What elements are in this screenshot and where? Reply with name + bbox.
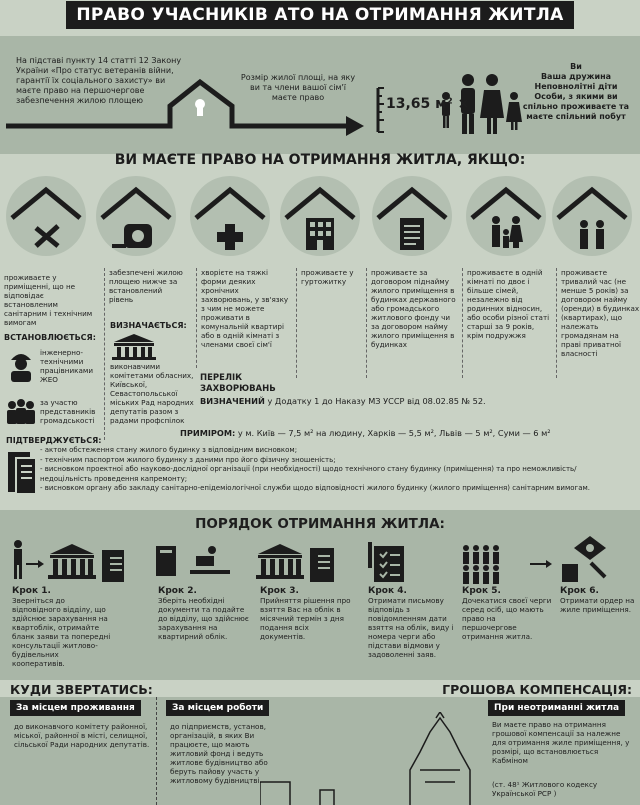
condition-col-7-text: проживаєте тривалий час (не менше 5 років) за договором найму (оренди) в будинках (квартирах), що належать громадянам на праві приватної власності xyxy=(561,268,640,358)
walking-person-icon xyxy=(14,540,44,579)
condition-col-7 xyxy=(556,268,640,378)
condition-col-4 xyxy=(296,268,360,378)
step-text: Прийняття рішення про взяття Вас на облік в місячний термін з дня подання всіх документів. xyxy=(260,596,351,641)
step-text: Зберіть необхідні документи та подайте до відділу, що здійснює зарахування на квартирний облік. xyxy=(158,596,249,641)
family-list xyxy=(520,62,632,122)
intro-left-text: На підставі пункту 14 статті 12 Закону України «Про статус ветеранів війни, гарантії їх соціального захисту» ви маєте право на першочергове забезпечення жилою площею xyxy=(16,56,182,105)
confirmed-list xyxy=(40,446,636,494)
condition-col-6-text: проживаєте в одній кімнаті по двоє і більше сімей, незалежно від родинних відносин, або особи різної статі старші за 9 років, крім подружжя xyxy=(467,268,550,340)
list-bold: ВИЗНАЧЕНИЙ xyxy=(200,396,265,406)
residence-text: до виконавчого комітету районної, міської, районної в місті, селищної, сільської Ради народних депутатів. xyxy=(14,722,150,749)
compensation-tag: При неотриманні житла xyxy=(488,700,625,716)
condition-col-6 xyxy=(462,268,552,378)
tape-measure-icon xyxy=(96,176,176,256)
steps-icons xyxy=(0,534,640,592)
compensation-title: ГРОШОВА КОМПЕНСАЦІЯ: xyxy=(442,682,632,697)
step-4 xyxy=(368,586,460,659)
step-text: Дочекатися своєї черги серед осіб, що мають право на першочергове отримання житла. xyxy=(462,596,552,641)
area-value: 13,65 м² × xyxy=(386,96,470,112)
compensation-text: Ви маєте право на отримання грошової компенсації за належне для отримання жиле приміщення, у розмірі, що встановлюється Кабміном xyxy=(492,720,630,765)
step-title: Крок 6. xyxy=(560,586,599,596)
dormitory-building-icon xyxy=(280,176,360,256)
document-icon xyxy=(372,176,452,256)
section3-title: ПОРЯДОК ОТРИМАННЯ ЖИТЛА: xyxy=(195,516,445,532)
determined-text: виконавчими комітетами обласних, Київської, Севастопольської міських Рад народних депутатів разом з радами профспілок xyxy=(110,362,194,425)
step-title: Крок 4. xyxy=(368,586,407,596)
section2-title: ВИ МАЄТЕ ПРАВО НА ОТРИМАННЯ ЖИТЛА, ЯКЩО: xyxy=(114,152,526,168)
compensation-note: (ст. 48¹ Житлового кодексу Української РСР ) xyxy=(492,780,598,798)
step-3 xyxy=(260,586,352,641)
page-title: ПРАВО УЧАСНИКІВ АТО НА ОТРИМАННЯ ЖИТЛА xyxy=(66,1,573,29)
documents-icon xyxy=(8,452,36,496)
step-text: Отримати письмову відповідь з повідомленням дати взяття на облік, виду і номера черги або підстави відмови у задоволенні заяв. xyxy=(368,596,454,659)
family-line: Ваша дружина xyxy=(540,72,612,81)
examples-line xyxy=(180,428,551,438)
step-title: Крок 5. xyxy=(462,586,501,596)
family-line: Ви xyxy=(570,62,582,71)
confirmed-item: - висновком проектної або науково-дослідної організації (при необхідності) щодо технічного стану будинку (приміщення) та про неможливість/ xyxy=(40,465,577,473)
public-group-icon xyxy=(4,397,38,427)
document-icon xyxy=(102,550,124,582)
submit-documents-icon xyxy=(156,546,230,576)
established-1: інженерно-технічними працівниками ЖЕО xyxy=(40,348,94,384)
condition-col-4-text: проживаєте у гуртожитку xyxy=(301,268,354,286)
condition-col-5-text: проживаєте за договором піднайму жилого приміщення в будинках державного або громадського житлового фонду чи за договором найму жилого приміщення в будинках xyxy=(371,268,456,349)
confirmed-item: - технічним паспортом жилого будинку з даними про його фізичну зношеність; xyxy=(40,455,336,464)
family-line: спільно проживаєте та xyxy=(522,102,630,111)
city-silhouette xyxy=(260,712,492,805)
confirmed-item: - актом обстеження стану жилого будинку з відповідним висновком; xyxy=(40,446,298,454)
queue-icon xyxy=(463,545,552,584)
step-5 xyxy=(462,586,552,641)
work-tag: За місцем роботи xyxy=(166,700,269,716)
tools-icon xyxy=(6,176,86,256)
established-label: ВСТАНОВЛЮЄТЬСЯ: xyxy=(4,333,96,342)
family-icon xyxy=(466,176,546,256)
step-title: Крок 2. xyxy=(158,586,197,596)
step-text: Отримати ордер на жиле приміщення. xyxy=(560,596,635,614)
family-line: Неповнолітні діти xyxy=(534,82,618,91)
procedure-section xyxy=(0,510,640,680)
condition-col-2-text: забезпечені жилою площею нижче за встановлений рівень xyxy=(109,268,183,304)
title-banner xyxy=(0,0,640,30)
government-building-icon xyxy=(48,544,96,579)
examples-text: у м. Київ — 7,5 м² на людину, Харків — 5,5 м², Львів — 5 м², Суми — 6 м² xyxy=(237,428,551,438)
medical-cross-icon xyxy=(190,176,270,256)
step-title: Крок 3. xyxy=(260,586,299,596)
list-line xyxy=(200,396,486,406)
determined-label: ВИЗНАЧАЄТЬСЯ: xyxy=(110,321,187,330)
residence-tag: За місцем проживання xyxy=(10,700,141,716)
room-people-icon xyxy=(552,176,632,256)
step-6 xyxy=(560,586,636,614)
established-2: за участю представників громадськості xyxy=(40,398,96,425)
decision-building-icon xyxy=(256,544,334,582)
list-text: у Додатку 1 до Наказу МЗ УССР від 08.02.85 № 52. xyxy=(267,396,486,406)
government-building-icon xyxy=(112,334,156,360)
confirmed-item: недоцільність проведення капремонту; xyxy=(40,474,188,483)
family-line: маєте спільний побут xyxy=(526,112,626,121)
condition-col-1: проживаєте у приміщенні, що не відповідає встановленим санітарним і технічним вимогам xyxy=(4,273,93,327)
checklist-icon xyxy=(368,542,404,582)
condition-col-5 xyxy=(366,268,458,378)
step-1 xyxy=(12,586,112,668)
list-label: ПЕРЕЛІК ЗАХВОРЮВАНЬ xyxy=(200,373,276,394)
conditions-icons-row xyxy=(0,172,640,262)
intro-middle-text: Розмір жилої площі, на яку ви та члени вашої сім'ї маєте право xyxy=(240,73,356,102)
engineer-icon xyxy=(6,346,36,382)
family-line: Особи, з якими ви xyxy=(534,92,618,101)
divider xyxy=(156,697,157,805)
key-order-icon xyxy=(562,536,606,582)
step-text: Зверніться до відповідного відділу, що здійснює зарахування на квартоблік, отримайте бланк заяви та попередні консультації житлово-будівельних кооперативів. xyxy=(12,596,111,668)
confirmed-label: ПІДТВЕРДЖУЄТЬСЯ: xyxy=(6,436,102,445)
condition-col-3-text: хворієте на тяжкі форми деяких хронічних захворювань, у зв'язку з чим не можете проживати в комунальній квартирі або в одній кімнаті з членами своєї сім'ї xyxy=(201,268,289,349)
condition-col-3 xyxy=(196,268,292,368)
step-2 xyxy=(158,586,252,641)
step-title: Крок 1. xyxy=(12,586,51,596)
where-title: КУДИ ЗВЕРТАТИСЬ: xyxy=(10,682,153,697)
confirmed-item: - висновком органу або закладу санітарно-епідеміологічної служби щодо відповідності жилого будинку (жилого приміщення) санітарним вимогам. xyxy=(40,484,591,492)
intro-section xyxy=(0,36,640,154)
examples-label: ПРИМІРОМ: xyxy=(180,428,236,438)
work-text: до підприємств, установ, організацій, в яких Ви працюєте, що мають житловий фонд і ведуть житлове будівництво або беруть пайову участь у житловому будівництві. xyxy=(170,722,268,785)
